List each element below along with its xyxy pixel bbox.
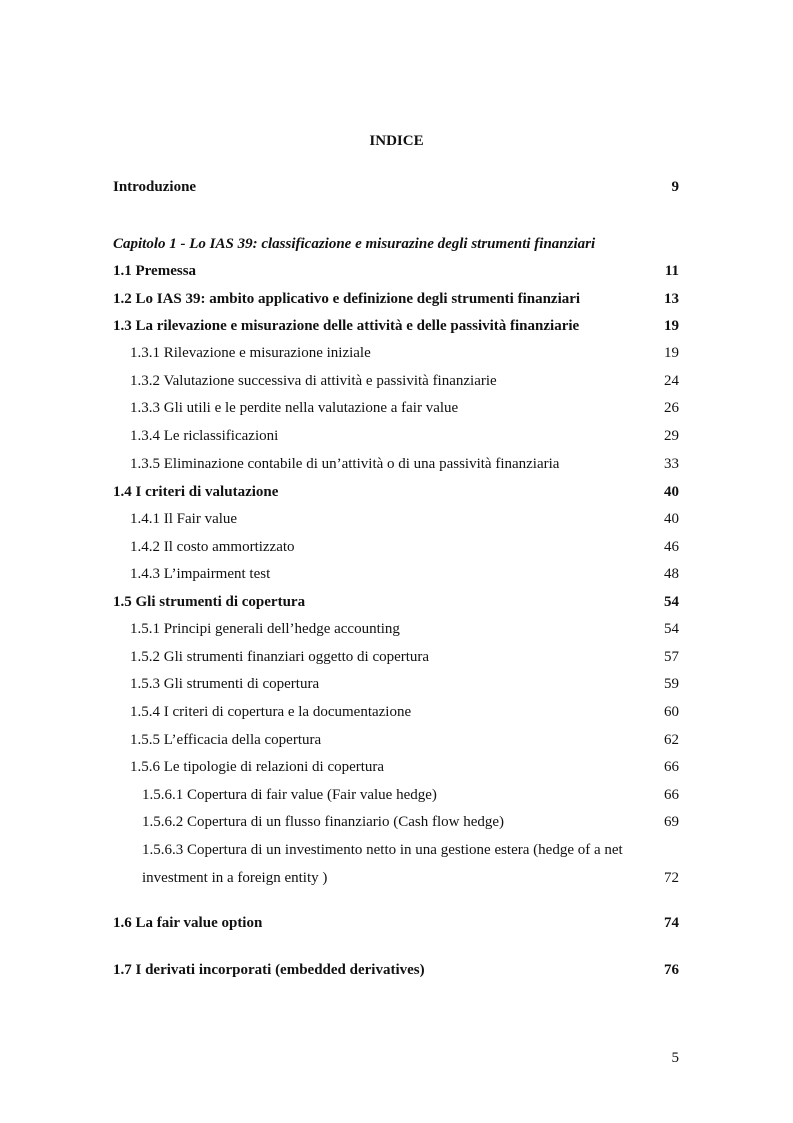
toc-entry-page: 57: [664, 649, 679, 665]
toc-chapter-label: Capitolo 1 - Lo IAS 39: classificazione e misurazine degli strumenti finanziari: [113, 236, 596, 252]
toc-chapter-heading: [0, 234, 793, 254]
toc-entry-page: 66: [664, 787, 679, 803]
toc-entry-page: 26: [664, 400, 679, 416]
toc-entry-1-4-1: [0, 509, 793, 529]
toc-entry-label: 1.4 I criteri di valutazione: [113, 484, 279, 500]
toc-entry-1-3-3: [0, 398, 793, 418]
toc-entry-label: 1.5.6.3 Copertura di un investimento netto in una gestione estera (hedge of a net: [142, 842, 623, 858]
toc-entry-label: 1.5 Gli strumenti di copertura: [113, 594, 306, 610]
toc-entry-page: 66: [664, 759, 679, 775]
toc-entry-label: 1.5.6 Le tipologie di relazioni di copertura: [130, 759, 385, 775]
toc-entry-1-4: [0, 482, 793, 502]
toc-entry-1-4-2: [0, 537, 793, 557]
toc-entry-label: 1.5.6.2 Copertura di un flusso finanziario (Cash flow hedge): [142, 814, 504, 830]
toc-entry-page: 48: [664, 566, 679, 582]
toc-entry-page: 9: [671, 179, 679, 195]
toc-entry-page: 40: [664, 484, 679, 500]
toc-entry-page: 33: [664, 456, 679, 472]
toc-entry-1-5-4: [0, 702, 793, 722]
toc-entry-label: Introduzione: [113, 179, 197, 195]
toc-entry-page: 59: [664, 676, 679, 692]
toc-entry-label: 1.3.3 Gli utili e le perdite nella valutazione a fair value: [130, 400, 459, 416]
toc-entry-label: 1.4.1 Il Fair value: [130, 511, 238, 527]
toc-entry-label: 1.2 Lo IAS 39: ambito applicativo e definizione degli strumenti finanziari: [113, 291, 581, 307]
toc-entry-1-3-4: [0, 426, 793, 446]
toc-entry-1-5: [0, 592, 793, 612]
toc-entry-1-3-1: [0, 343, 793, 363]
toc-entry-label: 1.4.3 L’impairment test: [130, 566, 271, 582]
toc-entry-1-5-3: [0, 674, 793, 694]
toc-entry-page: 72: [664, 870, 679, 886]
toc-entry-page: 11: [664, 263, 679, 279]
toc-entry-label: 1.5.3 Gli strumenti di copertura: [130, 676, 320, 692]
toc-entry-page: 13: [664, 291, 679, 307]
toc-entry-1-5-6-3: [0, 840, 793, 860]
toc-entry-label: 1.5.2 Gli strumenti finanziari oggetto di copertura: [130, 649, 430, 665]
toc-entry-1-2: [0, 289, 793, 309]
page-title: INDICE: [369, 133, 424, 149]
toc-entry-label: 1.3.4 Le riclassificazioni: [130, 428, 279, 444]
toc-entry-page: 19: [664, 318, 679, 334]
toc-entry-1-5-1: [0, 619, 793, 639]
toc-entry-label: 1.3.1 Rilevazione e misurazione iniziale: [130, 345, 371, 361]
page-number: 5: [671, 1050, 679, 1066]
toc-entry-1-7: [0, 960, 793, 980]
toc-entry-page: 74: [664, 915, 679, 931]
toc-entry-page: 40: [664, 511, 679, 527]
toc-entry-1-4-3: [0, 564, 793, 584]
toc-entry-label: 1.5.6.1 Copertura di fair value (Fair value hedge): [142, 787, 437, 803]
toc-entry-1-6: [0, 913, 793, 933]
toc-entry-label: 1.6 La fair value option: [113, 915, 263, 931]
toc-entry-1-5-6-3-continued: [0, 868, 793, 888]
toc-entry-1-3-5: [0, 454, 793, 474]
toc-entry-page: 62: [664, 732, 679, 748]
toc-entry-page: 54: [664, 594, 679, 610]
toc-entry-page: 24: [664, 373, 679, 389]
toc-entry-page: 60: [664, 704, 679, 720]
toc-entry-label: 1.4.2 Il costo ammortizzato: [130, 539, 295, 555]
toc-entry-1-3-2: [0, 371, 793, 391]
toc-entry-label: 1.5.1 Principi generali dell’hedge accounting: [130, 621, 400, 637]
toc-entry-page: 69: [664, 814, 679, 830]
toc-entry-page: 19: [664, 345, 679, 361]
toc-entry-1-5-6-2: [0, 812, 793, 832]
toc-entry-label: 1.3.2 Valutazione successiva di attività e passività finanziarie: [130, 373, 497, 389]
toc-entry-1-5-6-1: [0, 785, 793, 805]
toc-entry-page: 46: [664, 539, 679, 555]
toc-entry-introduzione: [0, 177, 793, 197]
toc-entry-label: investment in a foreign entity ): [142, 870, 328, 886]
toc-entry-1-5-2: [0, 647, 793, 667]
toc-entry-label: 1.3.5 Eliminazione contabile di un’attività o di una passività finanziaria: [130, 456, 560, 472]
toc-entry-1-5-6: [0, 757, 793, 777]
toc-entry-label: 1.5.4 I criteri di copertura e la documentazione: [130, 704, 412, 720]
toc-entry-label: 1.1 Premessa: [113, 263, 197, 279]
toc-entry-label: 1.3 La rilevazione e misurazione delle attività e delle passività finanziarie: [113, 318, 580, 334]
toc-entry-1-5-5: [0, 730, 793, 750]
toc-entry-label: 1.5.5 L’efficacia della copertura: [130, 732, 322, 748]
toc-entry-page: 76: [664, 962, 679, 978]
toc-entry-1-3: [0, 316, 793, 336]
toc-entry-page: 54: [664, 621, 679, 637]
toc-entry-1-1: [0, 261, 793, 281]
toc-entry-page: 29: [664, 428, 679, 444]
toc-entry-label: 1.7 I derivati incorporati (embedded derivatives): [113, 962, 425, 978]
